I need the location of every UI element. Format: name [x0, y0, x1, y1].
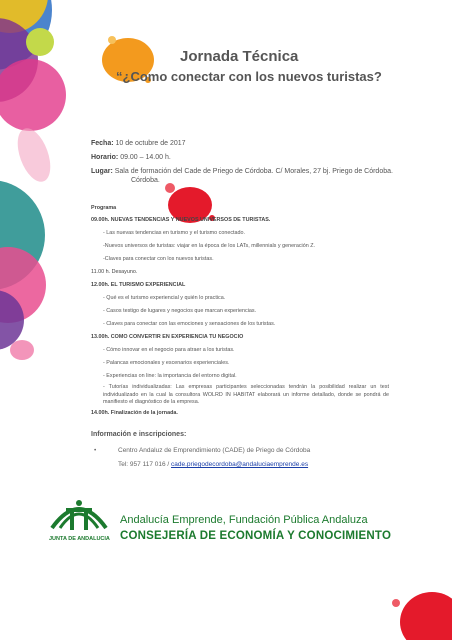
deco-orange-dot — [108, 36, 116, 44]
deco-red-dot — [165, 183, 175, 193]
break-item: 11.00 h. Desayuno. — [91, 269, 138, 275]
lugar-row — [91, 168, 393, 175]
end-item: 14.00h. Finalización de la jornada. — [91, 410, 178, 416]
contact-heading: Información e inscripciones: — [91, 431, 187, 438]
lugar-value: Sala de formación del Cade de Priego de Córdoba. C/ Morales, 27 bj. Priego de Córdoba. — [114, 168, 393, 175]
session3-heading: 13.00h. COMO CONVERTIR EN EXPERIENCIA TU NEGOCIO — [91, 334, 244, 340]
lugar-value-cont: Córdoba. — [131, 177, 160, 184]
contact-bullet: • — [94, 447, 97, 454]
footer-org-line: Andalucía Emprende, Fundación Pública Andaluza — [120, 514, 368, 526]
contact-tel-row — [118, 461, 308, 468]
deco-pink-drop — [10, 340, 34, 360]
horario-value: 09.00 – 14.00 h. — [120, 154, 171, 161]
deco-lime-blob — [26, 28, 54, 56]
session3-item: - Experiencias on line: la importancia del entorno digital. — [103, 373, 237, 379]
horario-row — [91, 154, 171, 161]
page-subtitle: “¿Como conectar con los nuevos turistas? — [116, 69, 382, 84]
session1-heading: 09.00h. NUEVAS TENDENCIAS Y NUEVOS UNIVERSOS DE TURISTAS. — [91, 217, 271, 223]
contact-org: Centro Andaluz de Emprendimiento (CADE) de Priego de Córdoba — [118, 447, 311, 454]
session2-item: - Casos testigo de lugares y negocios que marcan experiencias. — [103, 308, 257, 314]
session1-item: -Nuevos universos de turistas: viajar en la época de los LATs, millennials y generación Z. — [103, 243, 316, 249]
footer-consejeria: CONSEJERÍA DE ECONOMÍA Y CONOCIMIENTO — [120, 530, 392, 542]
programa-heading: Programa — [91, 205, 117, 211]
session3-item: - Palancas emocionales y escenarios experienciales. — [103, 360, 230, 366]
page-title: Jornada Técnica — [180, 48, 299, 65]
deco-magenta-blob — [0, 59, 66, 131]
session1-item: -Claves para conectar con los nuevos turistas. — [103, 256, 214, 262]
deco-red-corner-dot — [392, 599, 400, 607]
session1-item: - Las nuevas tendencias en turismo y el turismo conectado. — [103, 230, 246, 236]
junta-label: JUNTA DE ANDALUCIA — [49, 536, 110, 542]
fecha-row — [91, 140, 186, 147]
contact-email-link[interactable]: cade.priegodecordoba@andaluciaemprende.es — [171, 461, 309, 468]
session2-heading: 12.00h. EL TURISMO EXPERIENCIAL — [91, 282, 186, 288]
fecha-label: Fecha: — [91, 140, 114, 147]
session2-item: - Qué es el turismo experiencial y quién lo practica. — [103, 295, 226, 301]
junta-logo — [52, 500, 106, 530]
session3-tutorias: - Tutorías individualizadas: Las empresas participantes seleccionadas tendrán la posibilidad realizar un test individualizado en la cual la consultora WOLRD IN HABITAT elaborará un informe detallado, donde se pondrá de manifiesto el diagnóstico de la empresa. — [103, 384, 389, 405]
horario-label: Horario: — [91, 154, 119, 161]
contact-tel: Tel: 957 117 016 / — [118, 461, 172, 468]
lugar-label: Lugar: — [91, 168, 113, 175]
deco-pink-petal — [11, 124, 56, 186]
deco-red-corner-blob — [400, 592, 452, 640]
fecha-value: 10 de octubre de 2017 — [115, 140, 186, 147]
session3-item: - Cómo innovar en el negocio para atraer a los turistas. — [103, 347, 235, 353]
session2-item: - Claves para conectar con las emociones y sensaciones de los turistas. — [103, 321, 276, 327]
